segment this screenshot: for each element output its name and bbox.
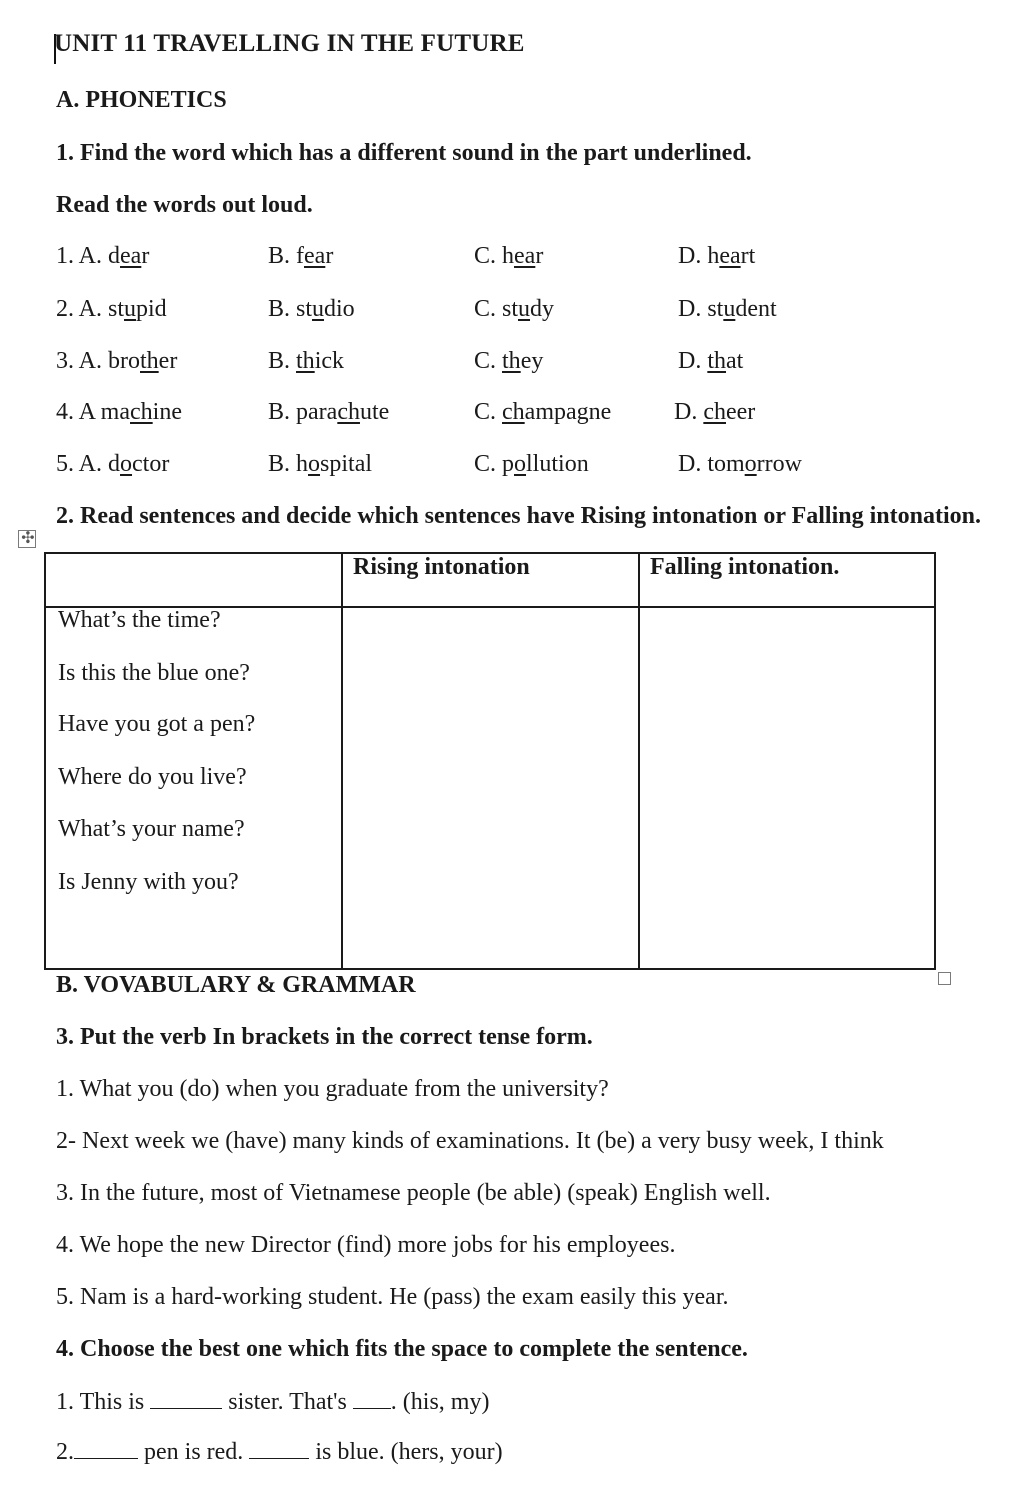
- answer-option[interactable]: [678, 243, 755, 270]
- section-a-heading: A. PHONETICS: [56, 87, 227, 113]
- option-text-suffix: dy: [530, 296, 555, 322]
- underlined-part: u: [723, 296, 736, 322]
- option-text-prefix: B. st: [268, 296, 313, 322]
- task4-item-2-part-c: is blue. (hers, your): [315, 1439, 503, 1465]
- task4-item-2-part-a: 2.: [56, 1439, 74, 1465]
- underlined-part: ch: [337, 399, 360, 425]
- option-text-suffix: ey: [520, 348, 544, 374]
- intonation-sentence: What’s the time?: [58, 607, 221, 633]
- option-text-suffix: eer: [726, 399, 756, 425]
- answer-option[interactable]: [268, 451, 372, 478]
- underlined-part: o: [120, 451, 133, 477]
- unit-title: UNIT 11 TRAVELLING IN THE FUTURE: [54, 30, 525, 57]
- task4-item-1-part-a: 1. This is: [56, 1389, 145, 1415]
- answer-option[interactable]: [56, 243, 149, 270]
- option-text-prefix: C. h: [474, 243, 515, 269]
- option-text-suffix: dent: [735, 296, 777, 322]
- table-resize-handle[interactable]: [938, 972, 951, 985]
- option-text-prefix: D. h: [678, 243, 720, 269]
- underlined-part: th: [502, 348, 521, 374]
- option-text-suffix: rt: [740, 243, 756, 269]
- option-text-suffix: at: [726, 348, 744, 374]
- intonation-sentence: What’s your name?: [58, 816, 245, 842]
- answer-option[interactable]: [268, 399, 389, 426]
- option-text-prefix: B.: [268, 348, 297, 374]
- table-column-divider: [341, 554, 343, 968]
- option-text-suffix: ctor: [132, 451, 170, 477]
- underlined-part: ea: [304, 243, 326, 269]
- option-text-prefix: B. f: [268, 243, 304, 269]
- section-b-heading: B. VOVABULARY & GRAMMAR: [56, 972, 416, 998]
- underlined-part: o: [308, 451, 321, 477]
- answer-option[interactable]: [268, 296, 355, 323]
- answer-option[interactable]: [474, 399, 611, 426]
- answer-option[interactable]: [678, 451, 802, 478]
- answer-blank[interactable]: [353, 1388, 391, 1409]
- option-text-prefix: C.: [474, 348, 503, 374]
- answer-option[interactable]: [268, 243, 333, 270]
- option-text-suffix: r: [141, 243, 150, 269]
- intonation-sentence: Is this the blue one?: [58, 660, 250, 686]
- answer-option[interactable]: [56, 348, 177, 375]
- answer-blank[interactable]: [249, 1438, 309, 1459]
- option-text-suffix: ute: [359, 399, 390, 425]
- option-text-prefix: C.: [474, 399, 503, 425]
- answer-option[interactable]: [268, 348, 344, 375]
- answer-option[interactable]: [474, 296, 554, 323]
- option-text-suffix: rrow: [756, 451, 802, 477]
- option-text-suffix: r: [535, 243, 544, 269]
- option-text-suffix: er: [158, 348, 178, 374]
- underlined-part: th: [707, 348, 727, 374]
- table-move-handle-icon[interactable]: ✣: [18, 530, 36, 548]
- task4-item-2: [56, 1438, 503, 1466]
- answer-option[interactable]: [56, 451, 169, 478]
- option-text-prefix: D. st: [678, 296, 724, 322]
- option-text-prefix: D.: [674, 399, 704, 425]
- option-text-suffix: llution: [526, 451, 589, 477]
- underlined-part: u: [124, 296, 137, 322]
- task3-item: 3. In the future, most of Vietnamese people (be able) (speak) English well.: [56, 1180, 771, 1206]
- option-text-prefix: D.: [678, 348, 708, 374]
- answer-option[interactable]: [474, 348, 543, 375]
- task4-item-1-part-b: sister. That's: [228, 1389, 347, 1415]
- underlined-part: ch: [703, 399, 726, 425]
- underlined-part: th: [296, 348, 315, 374]
- falling-intonation-header: Falling intonation.: [650, 554, 840, 580]
- underlined-part: u: [312, 296, 325, 322]
- intonation-sentence: Where do you live?: [58, 764, 247, 790]
- task3-item: 4. We hope the new Director (find) more jobs for his employees.: [56, 1232, 676, 1258]
- task3-item: 1. What you (do) when you graduate from the university?: [56, 1076, 609, 1102]
- task2-heading: 2. Read sentences and decide which sentences have Rising intonation or Falling intonation.: [56, 503, 981, 529]
- option-text-suffix: ick: [314, 348, 345, 374]
- option-text-suffix: ampagne: [524, 399, 612, 425]
- task4-heading: 4. Choose the best one which fits the space to complete the sentence.: [56, 1336, 748, 1362]
- option-text-prefix: 4. A ma: [56, 399, 131, 425]
- answer-option[interactable]: [56, 296, 167, 323]
- option-text-prefix: C. p: [474, 451, 515, 477]
- option-text-prefix: 1. A. d: [56, 243, 121, 269]
- task4-item-2-part-b: pen is red.: [144, 1439, 244, 1465]
- answer-option[interactable]: [678, 296, 777, 323]
- option-text-suffix: r: [325, 243, 334, 269]
- option-text-prefix: 2. A. st: [56, 296, 125, 322]
- option-text-prefix: D. tom: [678, 451, 745, 477]
- option-text-prefix: C. st: [474, 296, 519, 322]
- answer-option[interactable]: [474, 243, 543, 270]
- underlined-part: o: [744, 451, 757, 477]
- underlined-part: ea: [120, 243, 142, 269]
- task4-item-1-part-c: . (his, my): [390, 1389, 490, 1415]
- underlined-part: ea: [719, 243, 741, 269]
- task1-heading: 1. Find the word which has a different sound in the part underlined.: [56, 140, 752, 166]
- option-text-suffix: dio: [324, 296, 355, 322]
- intonation-table: [44, 552, 936, 970]
- task1-subheading: Read the words out loud.: [56, 192, 313, 218]
- answer-option[interactable]: [474, 451, 589, 478]
- answer-option[interactable]: [674, 399, 755, 426]
- underlined-part: o: [514, 451, 527, 477]
- underlined-part: ch: [130, 399, 153, 425]
- task4-item-1: [56, 1388, 489, 1416]
- task3-item: 2- Next week we (have) many kinds of examinations. It (be) a very busy week, I think: [56, 1128, 884, 1154]
- underlined-part: u: [518, 296, 531, 322]
- option-text-suffix: ine: [152, 399, 182, 425]
- answer-option[interactable]: [56, 399, 182, 426]
- rising-intonation-header: Rising intonation: [353, 554, 530, 580]
- intonation-sentence: Is Jenny with you?: [58, 869, 239, 895]
- answer-option[interactable]: [678, 348, 743, 375]
- intonation-sentence: Have you got a pen?: [58, 711, 256, 737]
- table-column-divider: [638, 554, 640, 968]
- option-text-suffix: pid: [136, 296, 167, 322]
- option-text-prefix: 3. A. bro: [56, 348, 140, 374]
- task3-item: 5. Nam is a hard-working student. He (pass) the exam easily this year.: [56, 1284, 729, 1310]
- option-text-suffix: spital: [320, 451, 373, 477]
- option-text-prefix: B. para: [268, 399, 338, 425]
- answer-blank[interactable]: [150, 1388, 222, 1409]
- underlined-part: ea: [514, 243, 536, 269]
- option-text-prefix: B. h: [268, 451, 309, 477]
- option-text-prefix: 5. A. d: [56, 451, 121, 477]
- underlined-part: ch: [502, 399, 525, 425]
- underlined-part: th: [140, 348, 159, 374]
- task3-heading: 3. Put the verb In brackets in the correct tense form.: [56, 1024, 593, 1050]
- answer-blank[interactable]: [74, 1438, 138, 1459]
